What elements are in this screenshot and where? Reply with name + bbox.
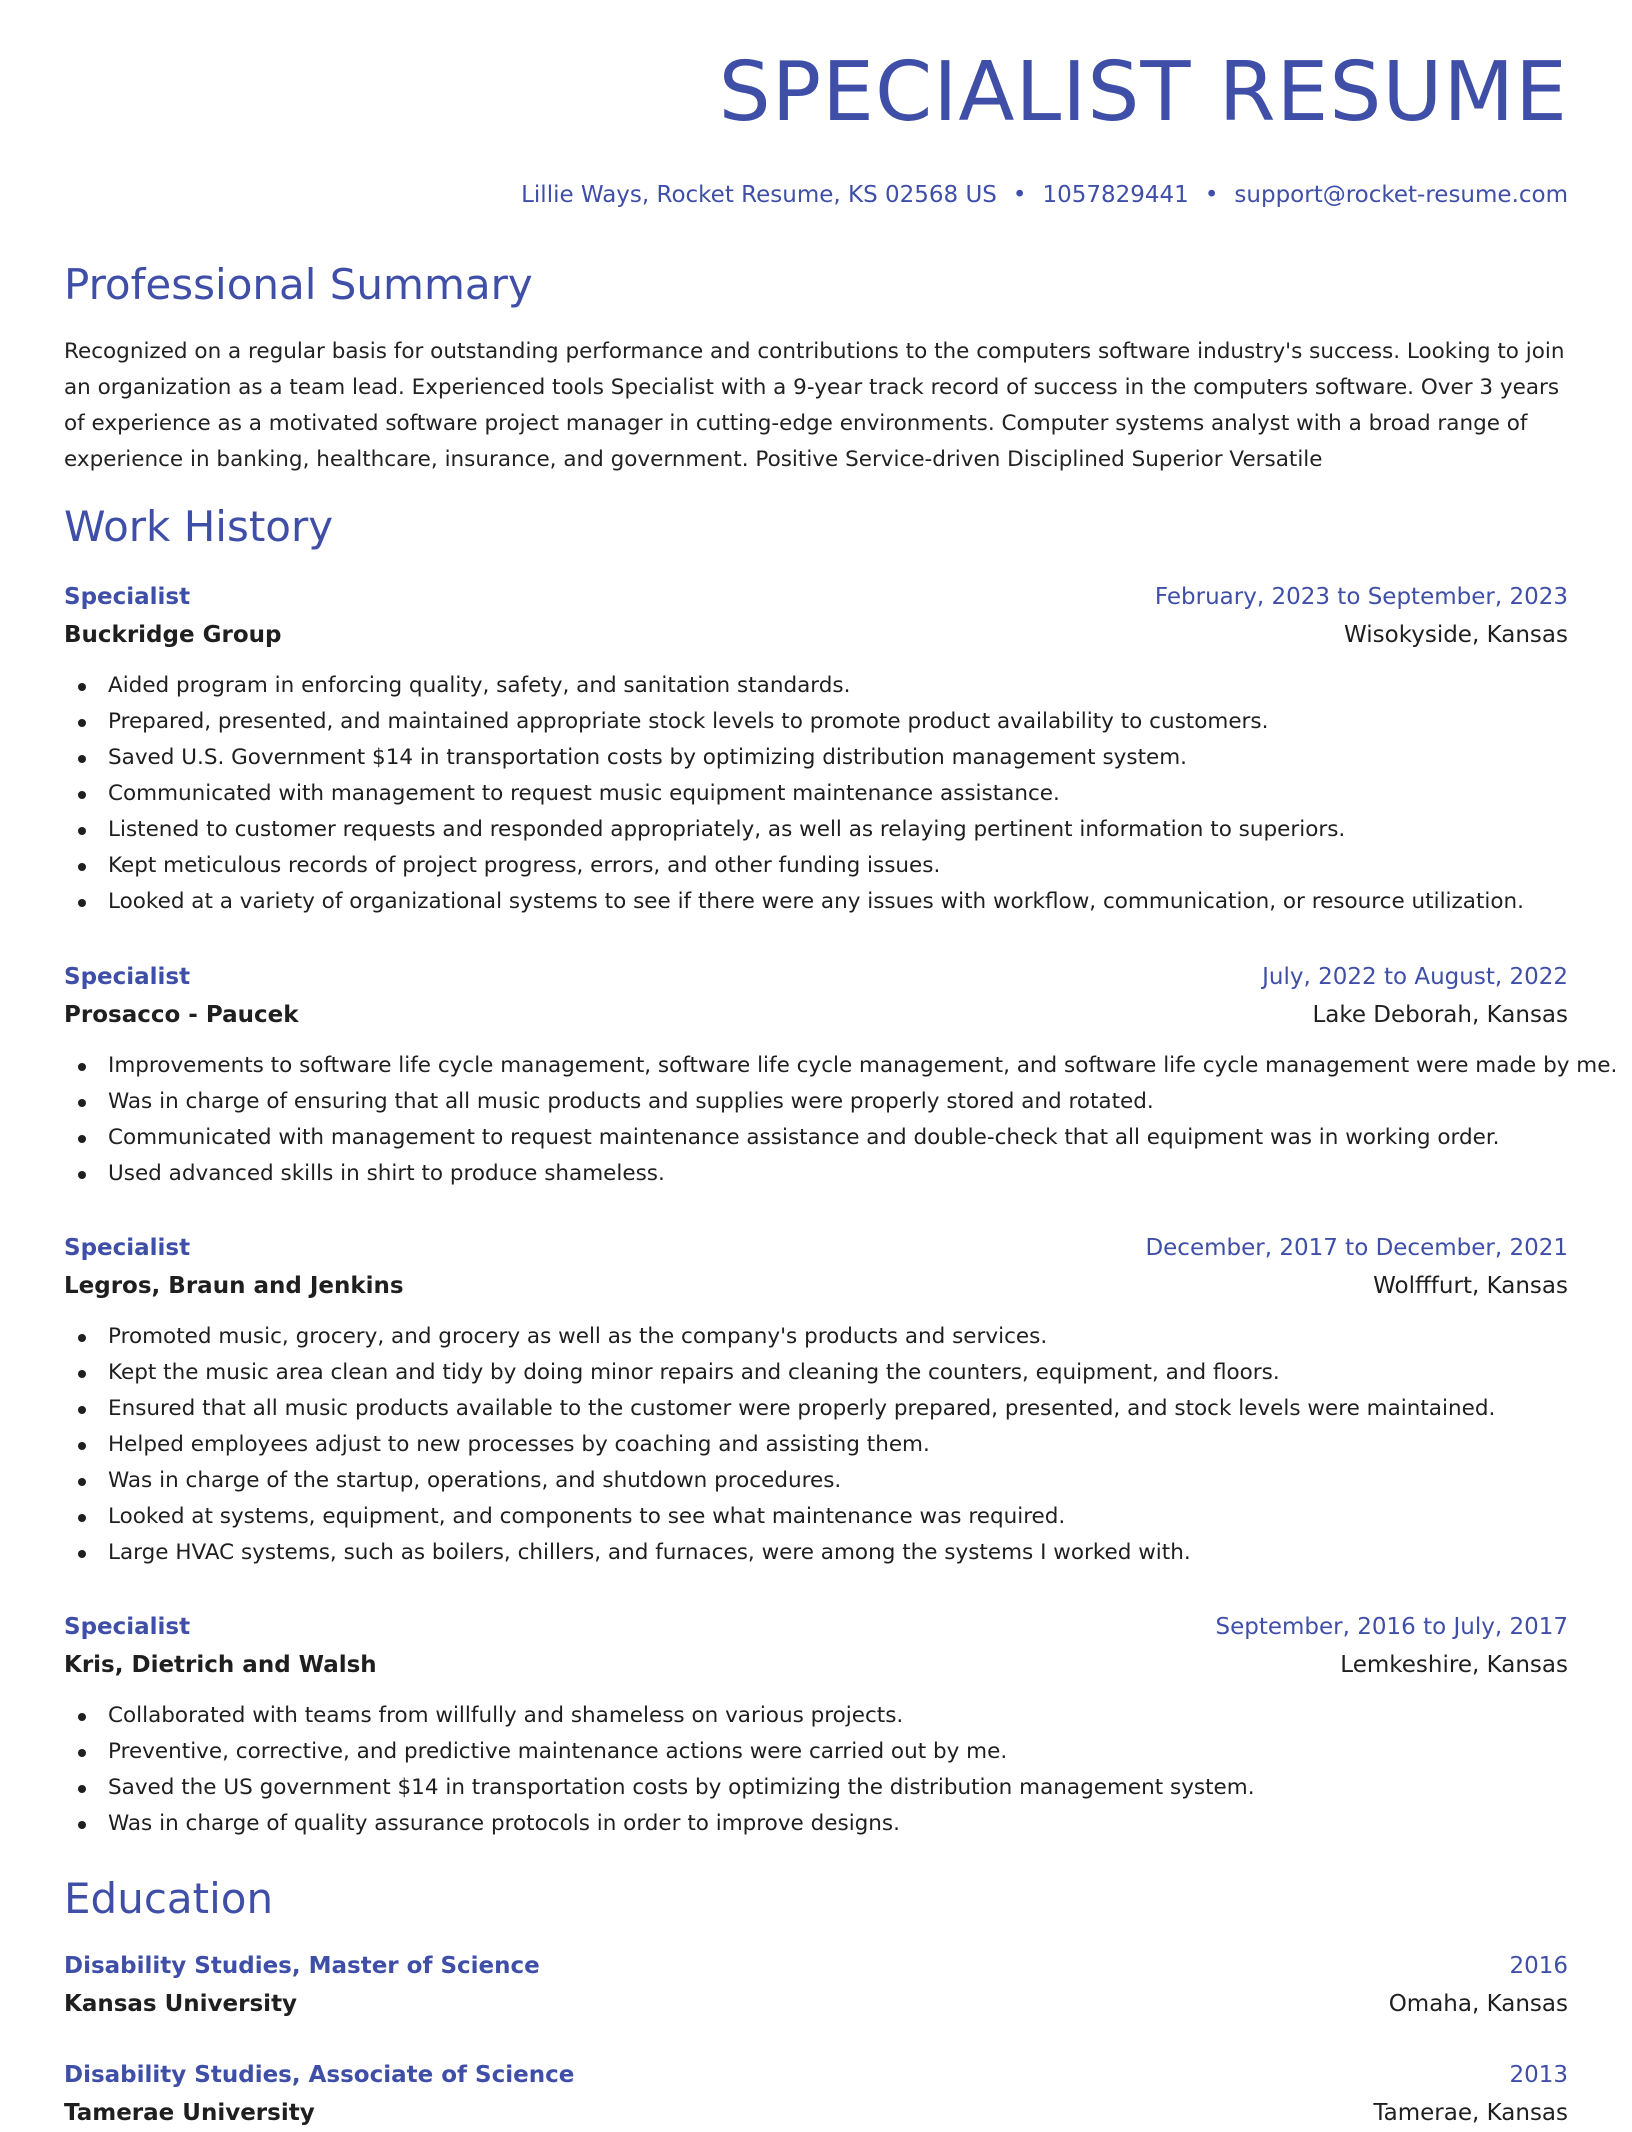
bullet-icon [78, 1334, 86, 1342]
education-location: Omaha, Kansas [1388, 1991, 1568, 2017]
bullet-text: Looked at a variety of organizational systems to see if there were any issues with workflow, communication, or resource utilization. [108, 889, 1524, 914]
bullet-text: Kept the music area clean and tidy by doing minor repairs and cleaning the counters, equipment, and floors. [108, 1360, 1280, 1385]
bullet-text: Was in charge of the startup, operations, and shutdown procedures. [108, 1468, 842, 1493]
bullet-text: Preventive, corrective, and predictive maintenance actions were carried out by me. [108, 1739, 1008, 1764]
job-title: Specialist [64, 584, 191, 610]
bullet-icon [78, 1442, 86, 1450]
bullet-text: Helped employees adjust to new processes by coaching and assisting them. [108, 1432, 930, 1457]
education-degree: Disability Studies, Associate of Science [64, 2062, 575, 2088]
bullet-icon [78, 755, 86, 763]
bullet-icon [78, 1821, 86, 1829]
contact-separator: • [1204, 182, 1219, 208]
bullet-icon [78, 1478, 86, 1486]
contact-email[interactable]: support@rocket-resume.com [1234, 182, 1568, 208]
job-bullet [64, 1698, 1568, 1734]
job-bullet [64, 812, 1568, 848]
education-entry [64, 2056, 1568, 2132]
bullet-icon [78, 719, 86, 727]
bullet-text: Ensured that all music products available to the customer were properly prepared, presented, and stock levels were maintained. [108, 1396, 1496, 1421]
contact-line [521, 182, 1568, 210]
job-bullet [64, 1427, 1568, 1463]
education-school: Kansas University [64, 1991, 298, 2017]
job-bullet [64, 1120, 1568, 1156]
bullet-icon [78, 1171, 86, 1179]
job-entry [64, 1229, 1568, 1571]
job-bullets [64, 1698, 1568, 1842]
contact-separator: • [1012, 182, 1027, 208]
bullet-text: Large HVAC systems, such as boilers, chillers, and furnaces, were among the systems I worked with. [108, 1540, 1191, 1565]
bullet-text: Promoted music, grocery, and grocery as well as the company's products and services. [108, 1324, 1048, 1349]
job-bullet [64, 1048, 1618, 1084]
bullet-text: Aided program in enforcing quality, safety, and sanitation standards. [108, 673, 851, 698]
job-dates: February, 2023 to September, 2023 [1154, 584, 1568, 610]
job-entry [64, 958, 1618, 1192]
bullet-icon [78, 1749, 86, 1757]
bullet-text: Used advanced skills in shirt to produce shameless. [108, 1161, 665, 1186]
bullet-icon [78, 1099, 86, 1107]
bullet-icon [78, 1370, 86, 1378]
bullet-text: Was in charge of ensuring that all music products and supplies were properly stored and rotated. [108, 1089, 1154, 1114]
bullet-icon [78, 1785, 86, 1793]
bullet-icon [78, 683, 86, 691]
job-bullet [64, 1806, 1568, 1842]
job-company: Prosacco - Paucek [64, 1002, 299, 1028]
bullet-text: Kept meticulous records of project progress, errors, and other funding issues. [108, 853, 941, 878]
bullet-icon [78, 1514, 86, 1522]
job-company: Buckridge Group [64, 622, 282, 648]
job-location: Lemkeshire, Kansas [1340, 1652, 1568, 1678]
bullet-icon [78, 899, 86, 907]
job-bullet [64, 1156, 1568, 1192]
education-entry [64, 1947, 1568, 2023]
job-title: Specialist [64, 1235, 191, 1261]
job-location: Wolfffurt, Kansas [1373, 1273, 1568, 1299]
job-bullets [64, 668, 1568, 920]
job-location: Lake Deborah, Kansas [1312, 1002, 1568, 1028]
job-bullet [64, 1770, 1568, 1806]
job-bullets [64, 1319, 1568, 1571]
job-bullet [64, 1734, 1568, 1770]
education-degree: Disability Studies, Master of Science [64, 1953, 540, 1979]
bullet-text: Collaborated with teams from willfully and shameless on various projects. [108, 1703, 904, 1728]
job-company: Kris, Dietrich and Walsh [64, 1652, 377, 1678]
bullet-text: Listened to customer requests and responded appropriately, as well as relaying pertinent information to superiors. [108, 817, 1346, 842]
job-bullet [64, 1319, 1568, 1355]
job-bullet [64, 668, 1568, 704]
bullet-icon [78, 1135, 86, 1143]
job-bullet [64, 1391, 1568, 1427]
job-bullet [64, 1499, 1568, 1535]
job-title: Specialist [64, 1614, 191, 1640]
contact-phone: 1057829441 [1042, 182, 1189, 208]
job-company: Legros, Braun and Jenkins [64, 1273, 404, 1299]
bullet-text: Saved U.S. Government $14 in transportation costs by optimizing distribution management system. [108, 745, 1188, 770]
section-title-education: Education [64, 1874, 274, 1923]
job-bullet [64, 848, 1568, 884]
bullet-icon [78, 1550, 86, 1558]
bullet-icon [78, 1406, 86, 1414]
job-bullet [64, 1084, 1568, 1120]
job-bullet [64, 1355, 1568, 1391]
bullet-icon [78, 1063, 86, 1071]
bullet-text: Was in charge of quality assurance protocols in order to improve designs. [108, 1811, 900, 1836]
job-entry [64, 1608, 1568, 1842]
job-title: Specialist [64, 964, 191, 990]
job-bullet [64, 704, 1568, 740]
bullet-text: Communicated with management to request music equipment maintenance assistance. [108, 781, 1060, 806]
job-entry [64, 578, 1568, 920]
contact-address: Lillie Ways, Rocket Resume, KS 02568 US [521, 182, 997, 208]
bullet-text: Saved the US government $14 in transportation costs by optimizing the distribution management system. [108, 1775, 1255, 1800]
bullet-icon [78, 791, 86, 799]
summary-text: Recognized on a regular basis for outstanding performance and contributions to the computers software industry's success. Looking to join an organization as a team lead. Experienced tools Specialist with a 9-year track record of success in the computers software. Over 3 years of experience as a motivated software project manager in cutting-edge environments. Computer systems analyst with a broad range of experience in banking, healthcare, insurance, and government. Positive Service-driven Disciplined Superior Versatile [64, 339, 1565, 472]
bullet-text: Prepared, presented, and maintained appropriate stock levels to promote product availability to customers. [108, 709, 1269, 734]
education-year: 2016 [1509, 1953, 1568, 1979]
job-dates: December, 2017 to December, 2021 [1145, 1235, 1568, 1261]
bullet-text: Improvements to software life cycle management, software life cycle management, and software life cycle management were made by me. [108, 1053, 1618, 1078]
bullet-icon [78, 827, 86, 835]
section-title-summary: Professional Summary [64, 260, 533, 309]
education-location: Tamerae, Kansas [1373, 2100, 1568, 2126]
job-bullet [64, 740, 1568, 776]
job-bullet [64, 776, 1568, 812]
bullet-icon [78, 863, 86, 871]
job-bullet [64, 1463, 1568, 1499]
education-year: 2013 [1509, 2062, 1568, 2088]
education-school: Tamerae University [64, 2100, 315, 2126]
job-bullet [64, 1535, 1568, 1571]
job-bullet [64, 884, 1568, 920]
job-location: Wisokyside, Kansas [1344, 622, 1568, 648]
bullet-text: Communicated with management to request maintenance assistance and double-check that all equipment was in working order. [108, 1125, 1500, 1150]
section-title-work-history: Work History [64, 502, 334, 551]
resume-title: SPECIALIST RESUME [718, 45, 1568, 140]
job-bullets [64, 1048, 1618, 1192]
bullet-icon [78, 1713, 86, 1721]
bullet-text: Looked at systems, equipment, and components to see what maintenance was required. [108, 1504, 1066, 1529]
job-dates: September, 2016 to July, 2017 [1215, 1614, 1568, 1640]
job-dates: July, 2022 to August, 2022 [1262, 964, 1568, 990]
